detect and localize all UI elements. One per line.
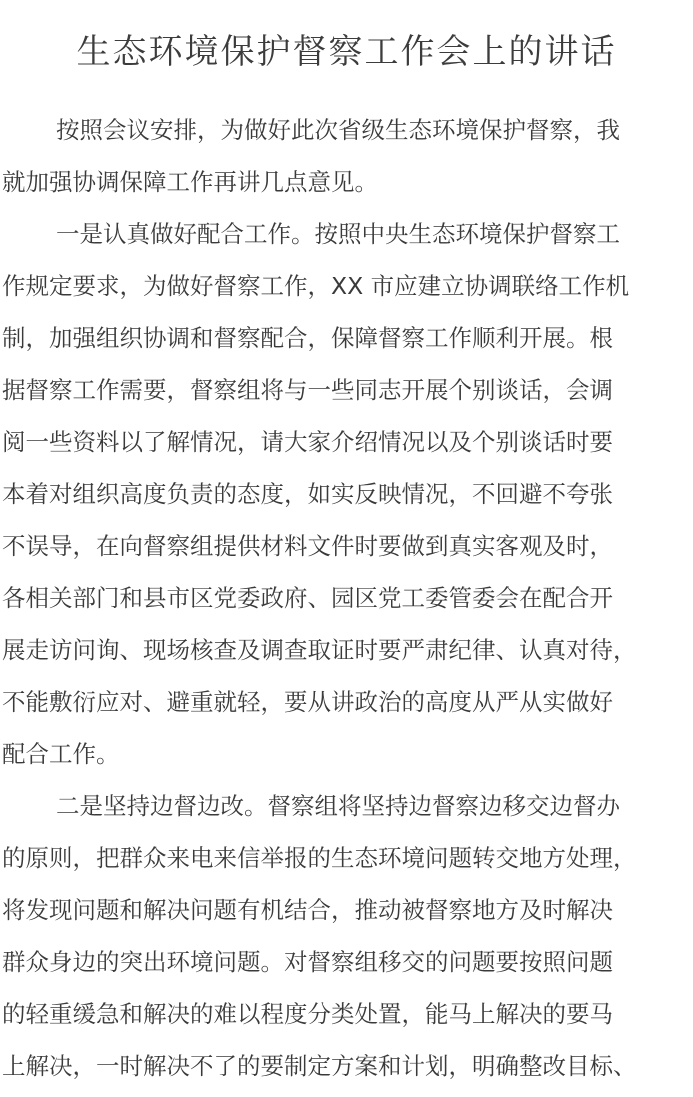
paragraph-line: 作规定要求，为做好督察工作，XX 市应建立协调联络工作机 <box>2 272 630 300</box>
paragraph-line: 的原则，把群众来电来信举报的生态环境问题转交地方处理， <box>2 844 637 872</box>
paragraph-line: 群众身边的突出环境问题。对督察组移交的问题要按照问题 <box>2 948 613 976</box>
paragraph-line: 一是认真做好配合工作。按照中央生态环境保护督察工 <box>56 220 620 248</box>
paragraph-line: 的轻重缓急和解决的难以程度分类处置，能马上解决的要马 <box>2 1000 613 1028</box>
paragraph-line: 各相关部门和县市区党委政府、园区党工委管委会在配合开 <box>2 584 613 612</box>
paragraph-line: 配合工作。 <box>2 740 120 768</box>
paragraph-line: 阅一些资料以了解情况，请大家介绍情况以及个别谈话时要 <box>2 428 613 456</box>
document-title: 生态环境保护督察工作会上的讲话 <box>76 32 617 72</box>
paragraph-line: 不能敷衍应对、避重就轻，要从讲政治的高度从严从实做好 <box>2 688 613 716</box>
paragraph-line: 制，加强组织协调和督察配合，保障督察工作顺利开展。根 <box>2 324 613 352</box>
paragraph-line: 就加强协调保障工作再讲几点意见。 <box>2 168 378 196</box>
paragraph-line: 将发现问题和解决问题有机结合，推动被督察地方及时解决 <box>2 896 613 924</box>
paragraph-line: 展走访问询、现场核查及调查取证时要严肃纪律、认真对待， <box>2 636 637 664</box>
paragraph-line: 不误导，在向督察组提供材料文件时要做到真实客观及时， <box>2 532 613 560</box>
paragraph-line: 本着对组织高度负责的态度，如实反映情况，不回避不夸张 <box>2 480 613 508</box>
paragraph-line: 二是坚持边督边改。督察组将坚持边督察边移交边督办 <box>56 792 620 820</box>
paragraph-line: 按照会议安排，为做好此次省级生态环境保护督察，我 <box>56 116 620 144</box>
paragraph-line: 上解决，一时解决不了的要制定方案和计划，明确整改目标、 <box>2 1052 637 1080</box>
paragraph-line: 据督察工作需要，督察组将与一些同志开展个别谈话，会调 <box>2 376 613 404</box>
